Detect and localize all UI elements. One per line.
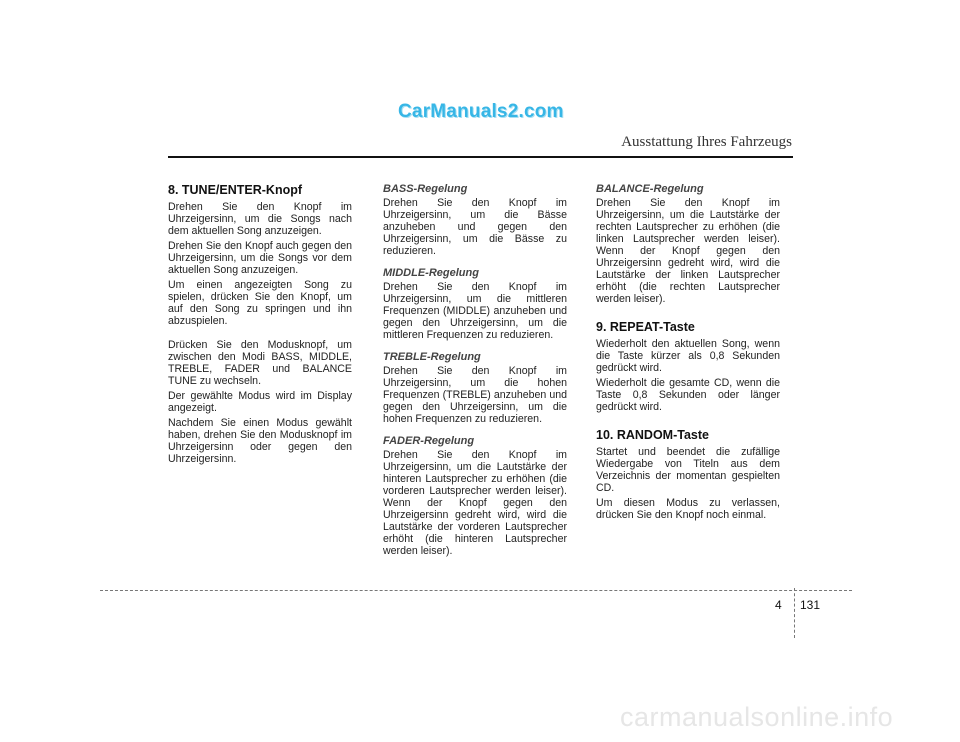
footer-divider — [100, 590, 852, 591]
paragraph: Um diesen Modus zu verlassen, drücken Sie den Knopf noch einmal. — [596, 497, 780, 521]
chapter-number: 4 — [775, 598, 782, 612]
paragraph: Drehen Sie den Knopf im Uhrzeigersinn, um die Lautstärke der rechten Lautsprecher zu erhöhen (die linken Lautsprecher werden leiser). Wenn der Knopf gegen den Uhrzeigersinn gedreht wird, wird die Lautstärke der linken Lautsprecher erhöht (die rechten Lautsprecher werden leiser). — [596, 197, 780, 305]
paragraph: Drehen Sie den Knopf im Uhrzeigersinn, um die Bässe anzuheben und gegen den Uhrzeigersinn, um die Bässe zu reduzieren. — [383, 197, 567, 257]
watermark-logo-top: CarManuals2.com — [398, 101, 564, 122]
heading-repeat: 9. REPEAT-Taste — [596, 320, 695, 334]
paragraph: Wiederholt den aktuellen Song, wenn die Taste kürzer als 0,8 Sekunden gedrückt wird. — [596, 338, 780, 374]
heading-bass: BASS-Regelung — [383, 183, 468, 195]
page-number: 131 — [800, 598, 821, 612]
column-left — [168, 183, 352, 468]
column-right — [596, 183, 780, 524]
heading-fader: FADER-Regelung — [383, 435, 475, 447]
heading-balance: BALANCE-Regelung — [596, 183, 704, 195]
watermark-logo-bottom: carmanualsonline.info — [620, 702, 894, 732]
page-number-divider — [794, 588, 795, 638]
paragraph: Nachdem Sie einen Modus gewählt haben, drehen Sie den Modusknopf im Uhrzeigersinn oder gegen den Uhrzeigersinn. — [168, 417, 352, 465]
heading-tune-enter: 8. TUNE/ENTER-Knopf — [168, 183, 303, 197]
paragraph: Drücken Sie den Modusknopf, um zwischen den Modi BASS, MIDDLE, TREBLE, FADER und BALANCE TUNE zu wechseln. — [168, 339, 352, 387]
paragraph: Startet und beendet die zufällige Wiedergabe von Titeln aus dem Verzeichnis der momentan gespielten CD. — [596, 446, 780, 494]
paragraph: Um einen angezeigten Song zu spielen, drücken Sie den Knopf, um auf den Song zu springen und ihn abzuspielen. — [168, 279, 352, 327]
heading-random: 10. RANDOM-Taste — [596, 428, 709, 442]
paragraph: Drehen Sie den Knopf im Uhrzeigersinn, um die Songs nach dem aktuellen Song anzuzeigen. — [168, 201, 352, 237]
section-title: Ausstattung Ihres Fahrzeugs — [621, 134, 792, 150]
heading-treble: TREBLE-Regelung — [383, 351, 481, 363]
paragraph: Drehen Sie den Knopf auch gegen den Uhrzeigersinn, um die Songs vor dem aktuellen Song anzuzeigen. — [168, 240, 352, 276]
header-divider — [168, 156, 793, 158]
paragraph: Drehen Sie den Knopf im Uhrzeigersinn, um die mittleren Frequenzen (MIDDLE) anzuheben und gegen den Uhrzeigersinn, um die mittleren Frequenzen zu reduzieren. — [383, 281, 567, 341]
paragraph: Der gewählte Modus wird im Display angezeigt. — [168, 390, 352, 414]
column-middle — [383, 183, 567, 560]
paragraph: Wiederholt die gesamte CD, wenn die Taste 0,8 Sekunden oder länger gedrückt wird. — [596, 377, 780, 413]
paragraph: Drehen Sie den Knopf im Uhrzeigersinn, um die Lautstärke der hinteren Lautsprecher zu erhöhen (die vorderen Lautsprecher werden leiser). Wenn der Knopf gegen den Uhrzeigersinn gedreht wird, wird die Lautstärke der vorderen Lautsprecher erhöht (die hinteren Lautsprecher werden leiser). — [383, 449, 567, 557]
heading-middle: MIDDLE-Regelung — [383, 267, 479, 279]
paragraph: Drehen Sie den Knopf im Uhrzeigersinn, um die hohen Frequenzen (TREBLE) anzuheben und gegen den Uhrzeigersinn, um die hohen Frequenzen zu reduzieren. — [383, 365, 567, 425]
